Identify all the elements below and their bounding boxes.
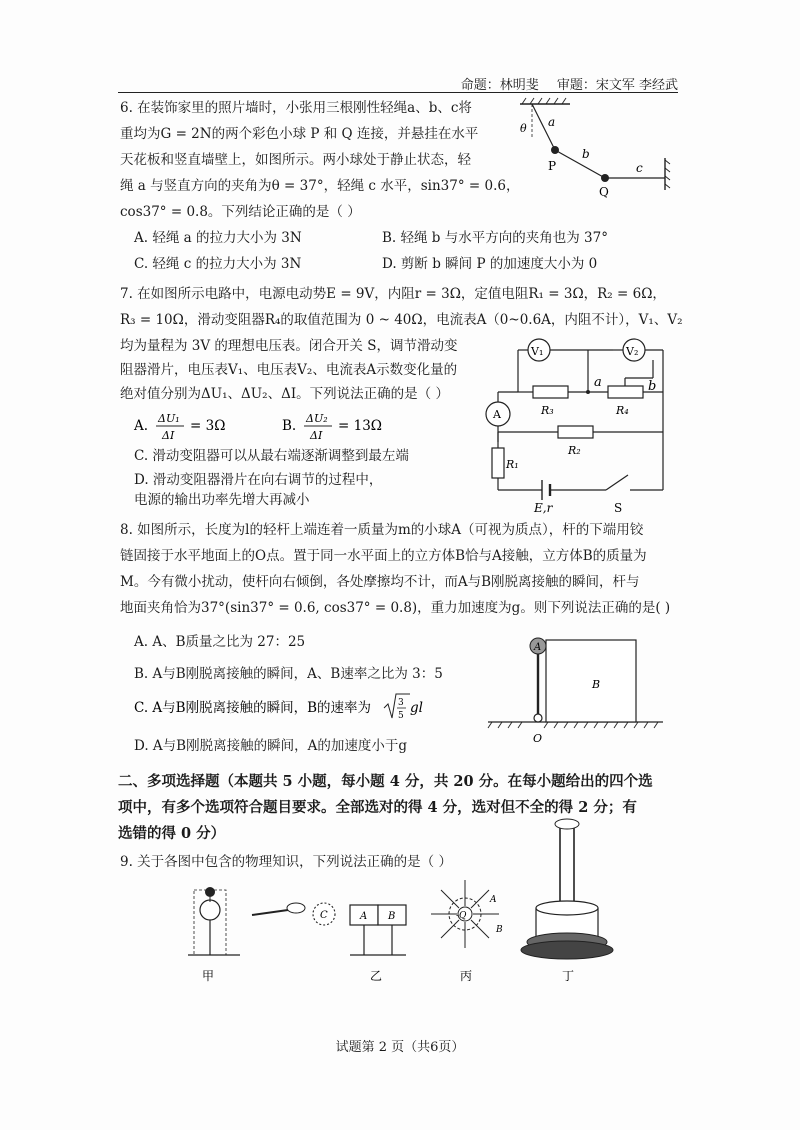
fig-jia <box>188 887 240 983</box>
q7-optA-val: = 3Ω <box>190 418 226 434</box>
q7-optB-prefix: B. <box>282 418 297 434</box>
q7-optB-den: ΔI <box>310 429 323 442</box>
fig-A-box-label: A <box>360 911 368 922</box>
q7-fig-R2: R₂ <box>568 444 581 457</box>
q8-fig-O: O <box>533 732 543 745</box>
q6-option-d: D. 剪断 b 瞬间 P 的加速度大小为 0 <box>382 256 598 272</box>
q7-optA-num: ΔU₁ <box>158 412 180 425</box>
section2-line-2: 项中，有多个选项符合题目要求。全部选对的得 4 分，选对但不全的得 2 分；有 <box>118 799 637 816</box>
q6-line-2: 重均为G = 2N的两个彩色小球 P 和 Q 连接，并悬挂在水平 <box>120 126 479 142</box>
q7-option-d-1: D. 滑动变阻器滑片在向右调节的过程中， <box>134 472 383 488</box>
q8-optC-text: C. A与B刚脱离接触的瞬间，B的速率为 <box>134 700 372 716</box>
fig-rod-sphere <box>252 903 335 925</box>
q7-option-c: C. 滑动变阻器可以从最右端逐渐调整到最左端 <box>134 448 409 464</box>
q7-line-5: 绝对值分别为ΔU₁、ΔU₂、ΔI。下列说法正确的是（ ） <box>120 386 449 402</box>
fig-B-pt-label: B <box>496 925 503 935</box>
q8-optC-den: 5 <box>398 711 404 721</box>
q6-fig-Q: Q <box>599 185 609 199</box>
page-header <box>447 74 678 93</box>
q7-fig-V2: V₂ <box>626 345 639 358</box>
q7-fig-R4: R₄ <box>616 404 629 417</box>
q6-fig-P: P <box>548 159 557 173</box>
q7-option-d-2: 电源的输出功率先增大再减小 <box>134 492 310 508</box>
q8-optC-tail: gl <box>410 700 423 716</box>
q8-option-d: D. A与B刚脱离接触的瞬间，A的加速度小于g <box>134 738 407 754</box>
q7-line-2: R₃ = 10Ω，滑动变阻器R₄的取值范围为 0 ~ 40Ω，电流表A（0~0.6A，内阻不计），V₁、V₂ <box>120 312 683 328</box>
q8-fig-B: B <box>592 678 601 691</box>
q7-circuit-figure <box>478 330 678 515</box>
q7-fig-S: S <box>614 501 623 515</box>
q8-option-b: B. A与B刚脱离接触的瞬间，A、B速率之比为 3：5 <box>134 666 443 682</box>
q7-fig-V1: V₁ <box>531 345 544 358</box>
q7-optB-val: = 13Ω <box>338 418 382 434</box>
fig-jia-label: 甲 <box>202 969 215 983</box>
reviewer-credit: 审题：宋文军 李经武 <box>556 78 678 93</box>
q8-fig-A: A <box>534 642 542 653</box>
q7-line-1: 7. 在如图所示电路中，电源电动势E = 9V，内阻r = 3Ω，定值电阻R₁ = 3Ω，R₂ = 6Ω， <box>120 286 666 302</box>
fig-C-label: C <box>320 910 328 921</box>
q7-option-ab <box>134 408 464 444</box>
q6-option-c: C. 轻绳 c 的拉力大小为 3N <box>134 256 302 272</box>
q7-line-4: 阻器滑片，电压表V₁、电压表V₂、电流表A示数变化量的 <box>120 362 458 378</box>
page-footer: 试题第 2 页（共6页） <box>335 1040 465 1055</box>
section2-line-3: 选错的得 0 分） <box>118 825 226 842</box>
q8-line-1: 8. 如图所示，长度为l的轻杆上端连着一质量为m的小球A（可视为质点），杆的下端用铰 <box>120 522 644 538</box>
q8-line-4: 地面夹角恰为37°(sin37° = 0.6, cos37° = 0.8)，重力加速度为g。则下列说法正确的是( ) <box>120 600 671 616</box>
q6-option-b: B. 轻绳 b 与水平方向的夹角也为 37° <box>382 230 608 246</box>
q7-optA-den: ΔI <box>162 429 175 442</box>
q8-line-3: M。今有微小扰动，使杆向右倾倒，各处摩擦均不计，而A与B刚脱离接触的瞬间，杆与 <box>120 574 640 590</box>
fig-B-box-label: B <box>388 911 396 922</box>
q7-fig-A: A <box>493 408 501 421</box>
fig-A-pt-label: A <box>490 895 497 905</box>
fig-ding <box>521 819 613 983</box>
fig-bing <box>431 880 503 983</box>
q8-line-2: 链固接于水平地面上的O点。置于同一水平面上的立方体B恰与A接触，立方体B的质量为 <box>120 548 647 564</box>
q6-option-a: A. 轻绳 a 的拉力大小为 3N <box>134 230 302 246</box>
q7-fig-b: b <box>648 379 657 394</box>
q7-fig-R1: R₁ <box>506 458 519 471</box>
q7-optA-prefix: A. <box>134 418 149 434</box>
q8-optC-num: 3 <box>398 698 404 708</box>
q8-option-c <box>134 690 474 724</box>
q6-line-3: 天花板和竖直墙壁上，如图所示。两小球处于静止状态，轻 <box>120 152 471 168</box>
fig-yi-label: 乙 <box>370 969 383 983</box>
fig-bing-label: 丙 <box>460 969 473 983</box>
q6-fig-b: b <box>582 147 590 161</box>
setter-credit: 命题：林明斐 <box>460 78 539 93</box>
header-rule <box>118 92 678 93</box>
q6-fig-theta: θ <box>520 122 527 135</box>
q6-figure <box>510 98 690 198</box>
q6-fig-c: c <box>636 161 643 175</box>
q7-optB-num: ΔU₂ <box>306 412 328 425</box>
section2-line-1: 二、多项选择题（本题共 5 小题，每小题 4 分，共 20 分。在每小题给出的四个选 <box>118 773 653 790</box>
q6-line-5: cos37° = 0.8。下列结论正确的是（ ） <box>120 204 361 220</box>
q7-line-3: 均为量程为 3V 的理想电压表。闭合开关 S，调节滑动变 <box>120 338 458 354</box>
q7-fig-Er: E,r <box>534 501 553 515</box>
q6-line-4: 绳 a 与竖直方向的夹角为θ = 37°，轻绳 c 水平，sin37° = 0.6， <box>120 178 520 194</box>
q7-fig-a: a <box>594 375 602 390</box>
q7-fig-R3: R₃ <box>541 404 554 417</box>
fig-yi <box>350 905 406 983</box>
q8-option-a: A. A、B质量之比为 27：25 <box>134 634 306 650</box>
q8-figure <box>488 628 668 748</box>
fig-Q-label: -Q <box>456 911 467 921</box>
q9-figures <box>180 810 640 990</box>
fig-ding-label: 丁 <box>562 969 575 983</box>
q6-fig-a: a <box>548 115 556 129</box>
q6-line-1: 6. 在装饰家里的照片墙时，小张用三根刚性轻绳a、b、c将 <box>120 100 472 116</box>
q9-question: 9. 关于各图中包含的物理知识，下列说法正确的是（ ） <box>120 854 452 870</box>
